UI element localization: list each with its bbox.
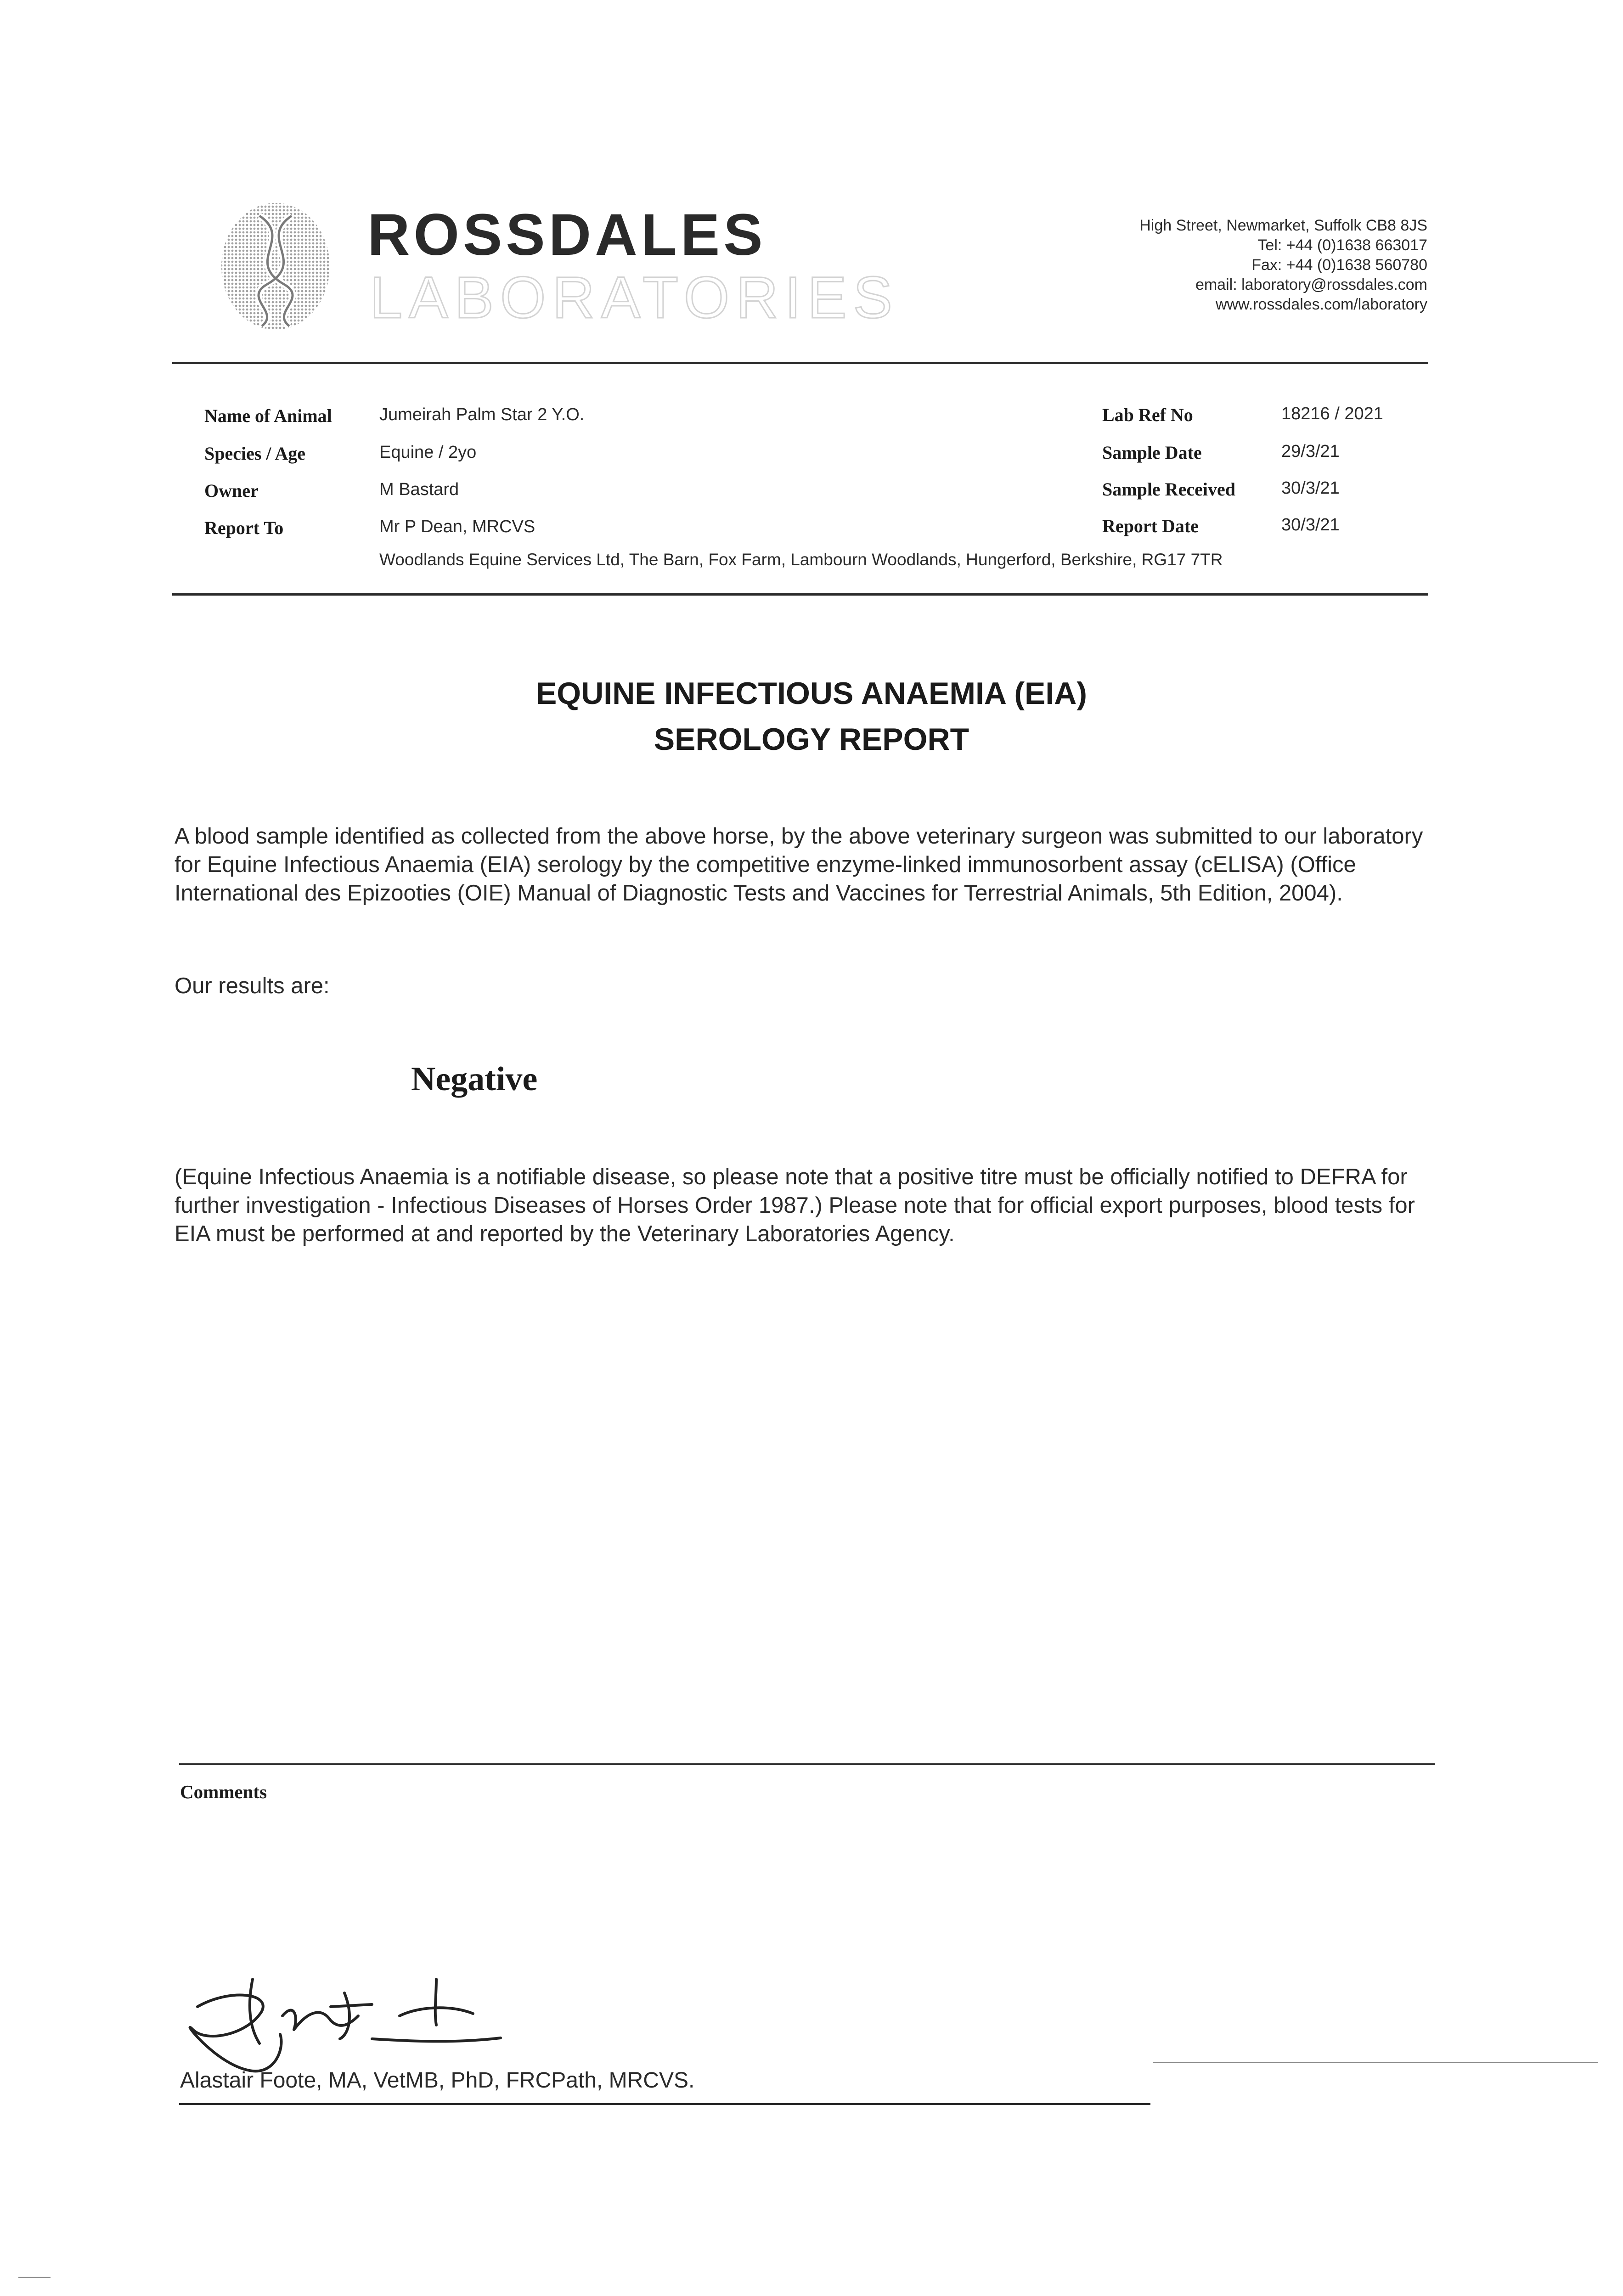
address-street: High Street, Newmarket, Suffolk CB8 8JS	[1139, 217, 1427, 234]
name-of-animal-label: Name of Animal	[204, 405, 332, 426]
comments-label: Comments	[180, 1781, 267, 1802]
report-date-value: 30/3/21	[1281, 515, 1340, 535]
report-to-label: Report To	[204, 518, 284, 538]
comments-divider	[179, 1763, 1435, 1765]
sample-received-label: Sample Received	[1102, 479, 1235, 500]
signature-divider	[179, 2103, 1150, 2105]
owner-value: M Bastard	[379, 480, 459, 499]
lab-ref-label: Lab Ref No	[1102, 405, 1193, 425]
species-age-value: Equine / 2yo	[379, 443, 477, 462]
lab-address	[1139, 216, 1427, 315]
species-age-label: Species / Age	[204, 443, 305, 464]
address-email: email: laboratory@rossdales.com	[1195, 276, 1427, 293]
sample-date-label: Sample Date	[1102, 442, 1202, 463]
signature-image	[179, 1961, 510, 2085]
owner-label: Owner	[204, 480, 259, 501]
notifiable-disease-note: (Equine Infectious Anaemia is a notifiable disease, so please note that a positive titre must be officially notified to DEFRA for further investigation - Infectious Diseases of Horses Order 1987.) Please note that for official export purposes, blood tests for EIA must be performed at and reported by the Veterinary Laboratories Agency.	[175, 1165, 1415, 1246]
address-website: www.rossdales.com/laboratory	[1215, 296, 1427, 313]
result-value: Negative	[411, 1060, 538, 1098]
info-divider	[172, 593, 1428, 596]
report-title-line-2: SEROLOGY REPORT	[654, 722, 969, 757]
lab-ref-value: 18216 / 2021	[1281, 404, 1383, 423]
intro-paragraph: A blood sample identified as collected from the above horse, by the above veterinary surgeon was submitted to our laboratory for Equine Infectious Anaemia (EIA) serology by the competitive enzyme-linked immunosorbent assay (cELISA) (Office International des Epizooties (OIE) Manual of Diagnostic Tests and Vaccines for Terrestrial Animals, 5th Edition, 2004).	[175, 824, 1423, 906]
results-intro: Our results are:	[175, 974, 330, 998]
address-fax: Fax: +44 (0)1638 560780	[1251, 256, 1427, 274]
sample-received-value: 30/3/21	[1281, 478, 1340, 498]
report-date-label: Report Date	[1102, 516, 1199, 536]
header-divider	[172, 362, 1428, 364]
signatory-name: Alastair Foote, MA, VetMB, PhD, FRCPath, MRCVS.	[180, 2068, 695, 2093]
report-title-line-1: EQUINE INFECTIOUS ANAEMIA (EIA)	[535, 676, 1088, 711]
right-divider	[1153, 2062, 1598, 2063]
logo-subtitle: LABORATORIES	[370, 265, 899, 331]
report-to-address: Woodlands Equine Services Ltd, The Barn, Fox Farm, Lambourn Woodlands, Hungerford, Berkshire, RG17 7TR	[379, 550, 1223, 569]
name-of-animal-value: Jumeirah Palm Star 2 Y.O.	[379, 405, 585, 424]
address-tel: Tel: +44 (0)1638 663017	[1257, 236, 1427, 254]
report-to-value: Mr P Dean, MRCVS	[379, 517, 535, 536]
logo-emblem-icon	[216, 197, 335, 335]
sample-date-value: 29/3/21	[1281, 442, 1340, 461]
footer-mark	[18, 2277, 51, 2278]
report-title	[0, 670, 1623, 762]
logo-title: ROSSDALES	[367, 202, 766, 268]
